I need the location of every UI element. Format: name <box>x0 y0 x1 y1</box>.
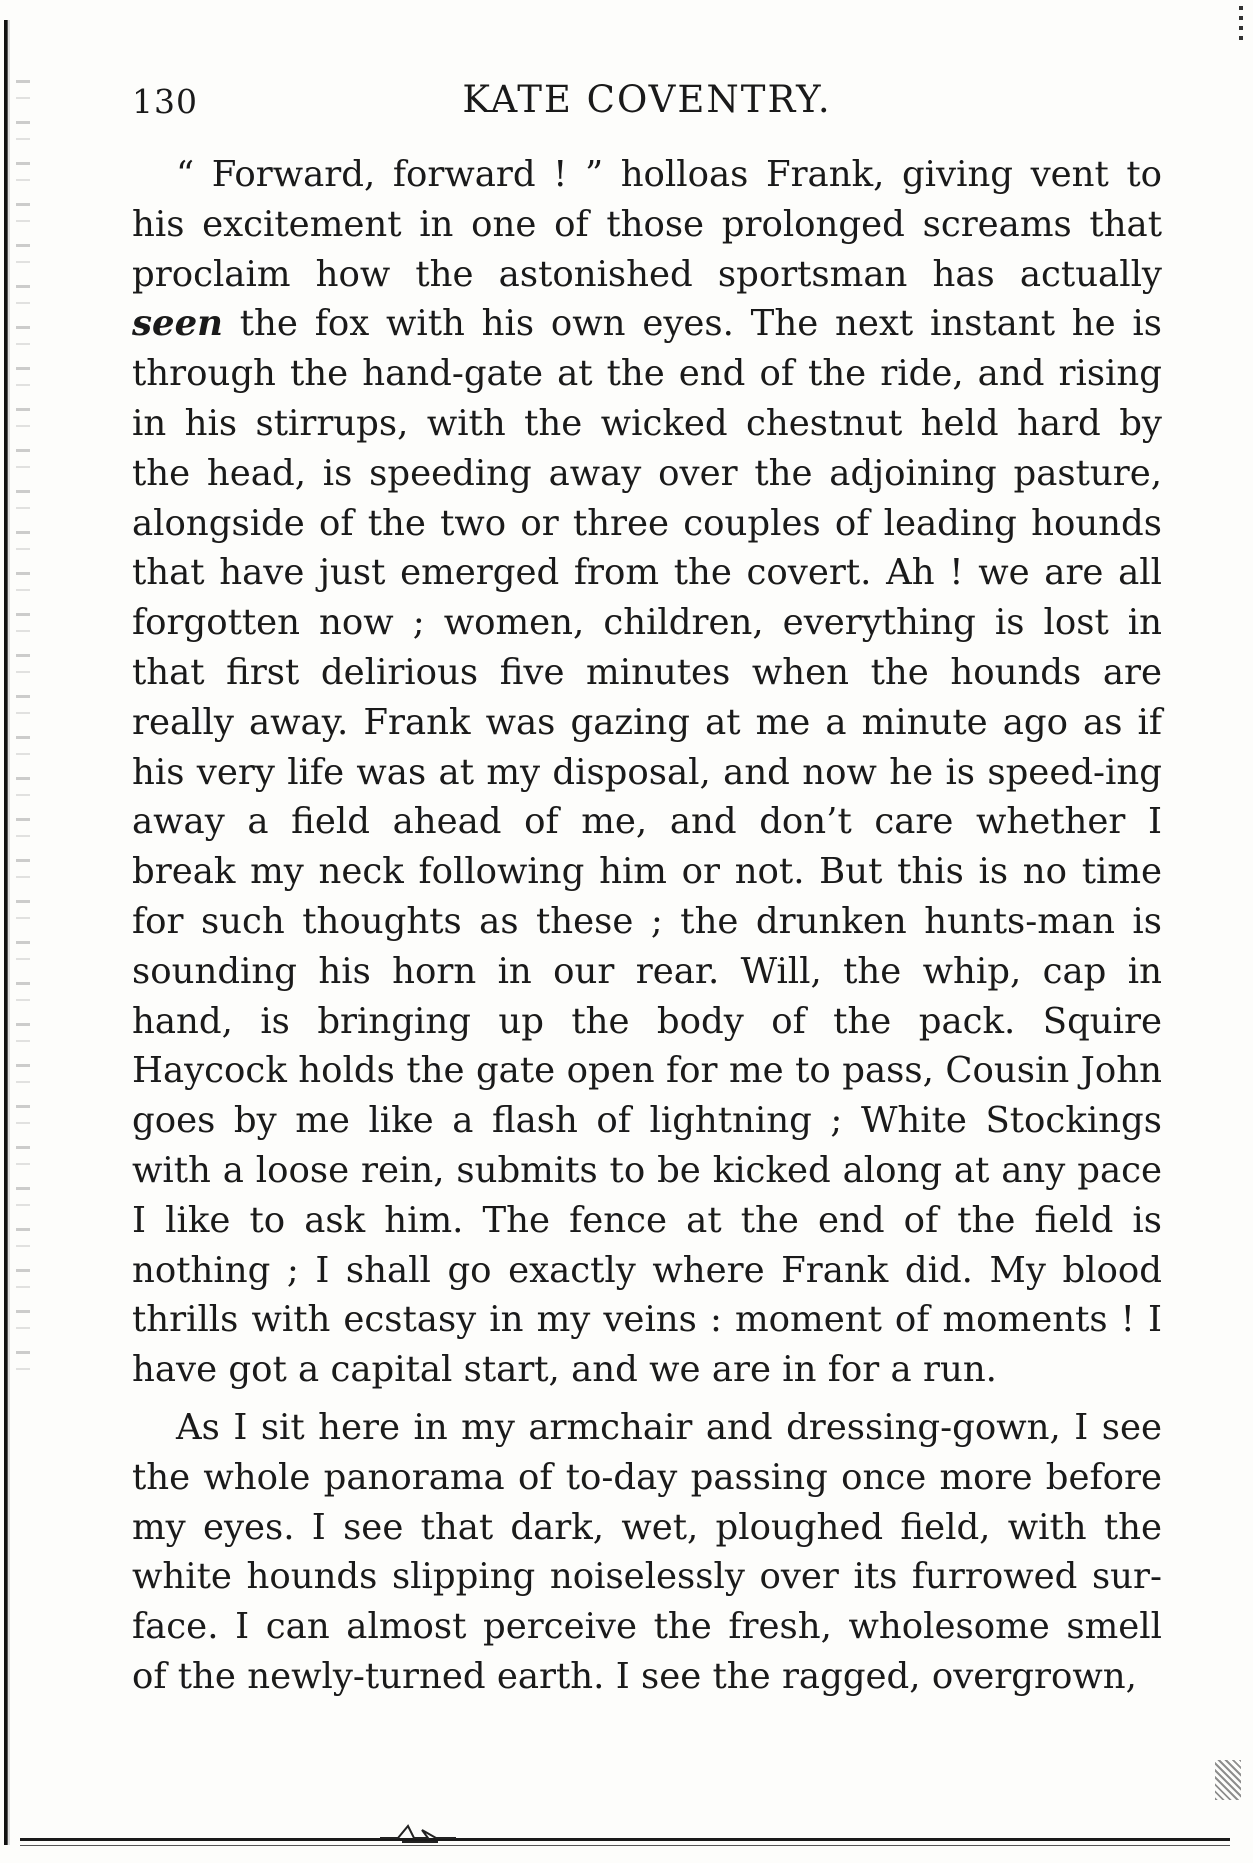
paragraph-1-text-b: the fox with his own eyes. The next instant he is through the hand-gate at the end of the ride, and rising in his stirrups, with the wicked chestnut held hard by the head, is speeding away over the adjoining pasture, alongside of the two or three couples of leading hounds that have just emerged from the covert. Ah ! we are all forgotten now ; women, children, everything is lost in that first delirious five minutes when the hounds are really away. Frank was gazing at me a minute ago as if his very life was at my disposal, and now he is speed-ing away a field ahead of me, and don’t care whether I break my neck following him or not. But this is no time for such thoughts as these ; the drunken hunts-man is sounding his horn in our rear. Will, the whip, cap in hand, is bringing up the body of the pack. Squire Haycock holds the gate open for me to pass, Cousin John goes by me like a flash of lightning ; White Stockings with a loose rein, submits to be kicked along at any pace I like to ask him. The fence at the end of the field is nothing ; I shall go exactly where Frank did. My blood thrills with ecstasy in my veins : moment of moments ! I have got a capital start, and we are in for a run. <box>132 303 1162 1391</box>
running-title: KATE COVENTRY. <box>462 78 832 121</box>
scan-corner-smudge <box>1215 1760 1241 1800</box>
paragraph-1-text-a: “ Forward, forward ! ” holloas Frank, giving vent to his excitement in one of those prolonged screams that proclaim how the astonished sportsman has actually <box>132 154 1162 295</box>
paragraph-2: As I sit here in my armchair and dressing-gown, I see the whole panorama of to-day passing once more before my eyes. I see that dark, wet, ploughed field, with the white hounds slipping noiselessly over its furrowed sur-face. I can almost perceive the fresh, wholesome smell of the newly-turned earth. I see the ragged, overgrown, <box>132 1406 1162 1697</box>
footer-ornament-icon <box>378 1820 458 1844</box>
paragraph-1 <box>132 150 1162 1395</box>
footer-rule-thin <box>20 1845 1230 1846</box>
page-body <box>132 150 1162 1702</box>
binding-edge <box>4 20 10 1845</box>
scan-corner-mark <box>1239 6 1243 46</box>
scan-speckle <box>16 80 30 1380</box>
page-number: 130 <box>132 82 198 121</box>
footer-rule <box>20 1838 1230 1841</box>
page-header <box>132 70 1162 130</box>
emphasized-word: seen <box>132 303 223 345</box>
